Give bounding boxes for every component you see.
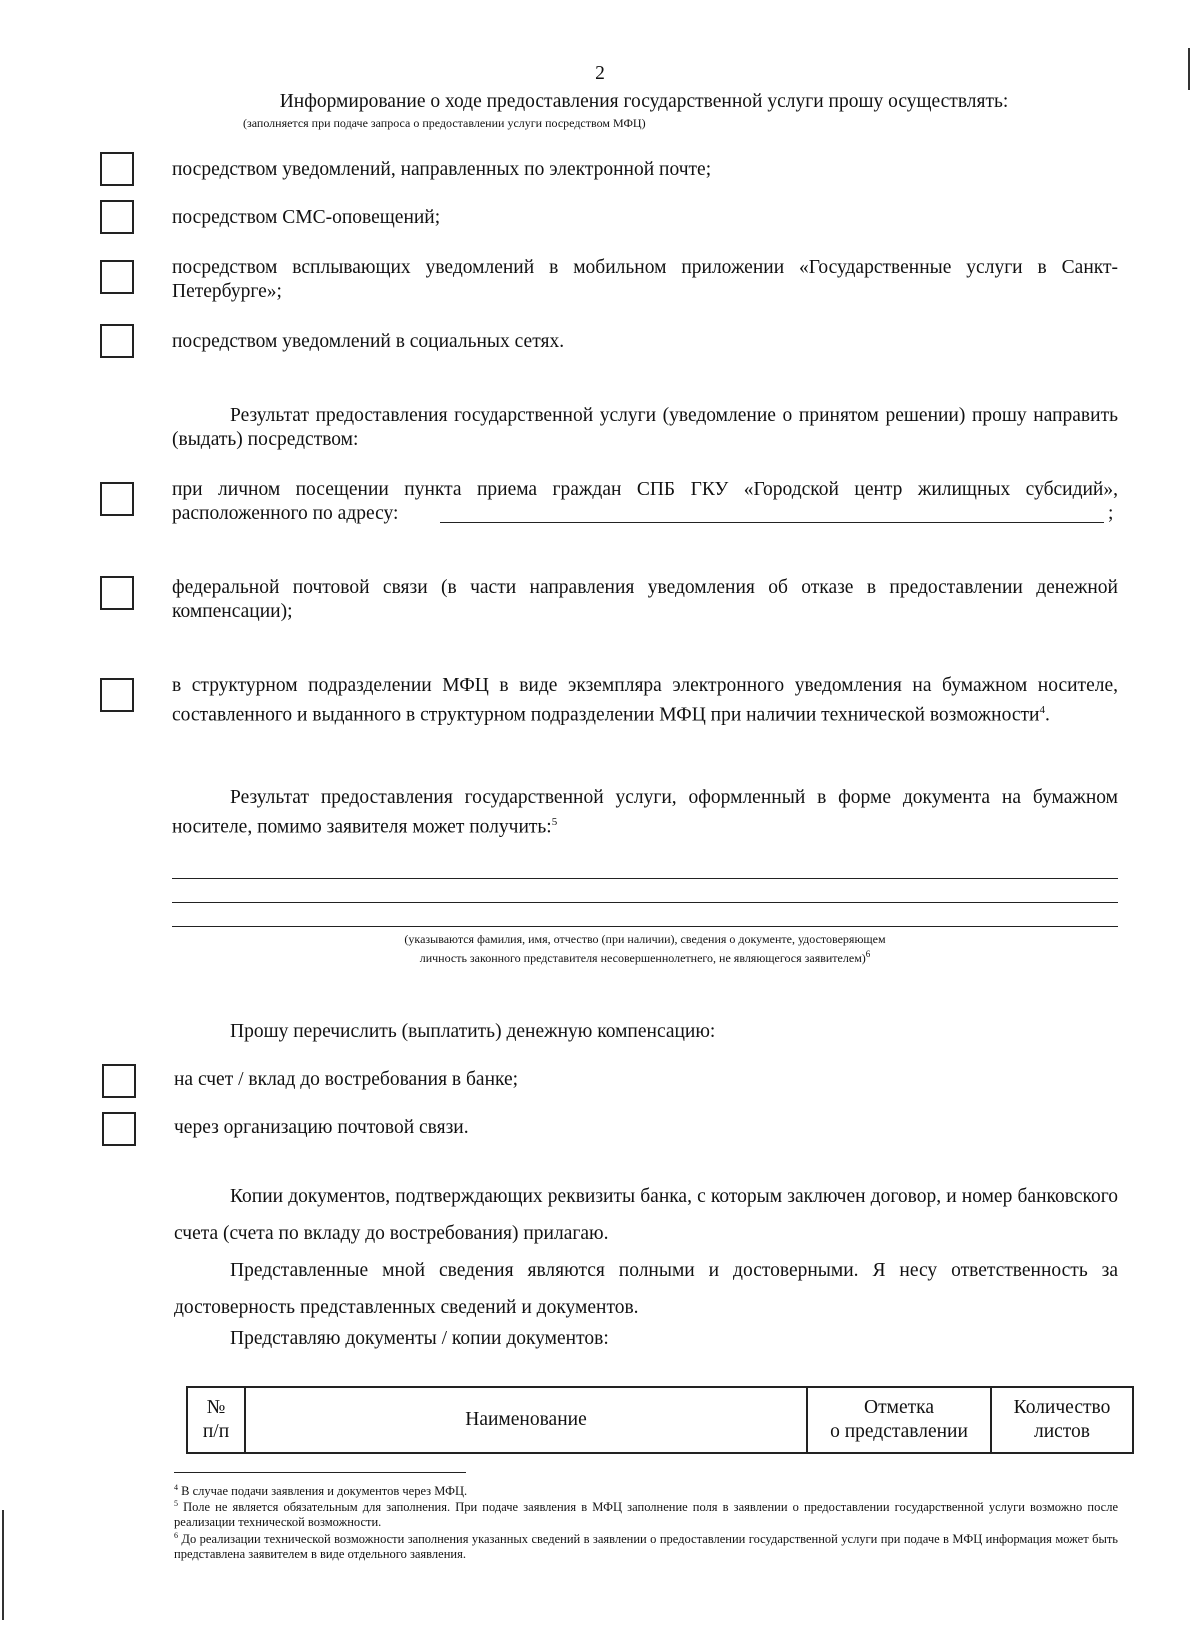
scan-edge-mark-left [2, 1510, 4, 1620]
inform-heading: Информирование о ходе предоставления государственной услуги прошу осуществлять: [279, 91, 1009, 112]
payment-heading: Прошу перечислить (выплатить) денежную компенсацию: [230, 1021, 716, 1042]
checkbox-mobile-app[interactable] [100, 260, 134, 294]
address-field[interactable] [440, 522, 1104, 523]
paper-result-heading [172, 786, 1118, 840]
option-post: федеральной почтовой связи (в части направления уведомления об отказе в предоставлении денежной компенсации); [172, 577, 1118, 622]
checkbox-email[interactable] [100, 152, 134, 186]
footnote-5-text: Поле не является обязательным для заполнения. При подаче заявления в МФЦ заполнение поля в заявлении о предоставлении государственной услуги возможно после реализации технической возможности. [174, 1500, 1118, 1530]
footnote-6-text: До реализации технической возможности заполнения указанных сведений в заявлении о предоставлении государственной услуги при подаче в МФЦ информация может быть представлена заявителем в виде отдельного заявления. [174, 1532, 1119, 1562]
bank-copies-statement: Копии документов, подтверждающих реквизиты банка, с которым заключен договор, и номер банковского счета (счета по вкладу до востребования) прилагаю. [174, 1186, 1118, 1244]
checkbox-mfc[interactable] [100, 678, 134, 712]
footnote-4-mark: 4 [174, 1483, 178, 1492]
representative-field-line-1[interactable] [172, 878, 1118, 879]
footnote-6-mark: 6 [174, 1531, 178, 1540]
checkbox-personal-visit[interactable] [100, 482, 134, 516]
option-mfc-end: . [1044, 704, 1050, 726]
representative-caption-line-1: (указываются фамилия, имя, отчество (при наличии), сведения о документе, удостоверяющем [404, 932, 886, 946]
footnote-ref-4: 4 [1039, 704, 1045, 716]
header-count [991, 1387, 1133, 1453]
header-mark-line1: Отметка [864, 1397, 934, 1418]
representative-caption-line-2 [172, 947, 1118, 965]
option-mfc-text: в структурном подразделении МФЦ в виде экземпляра электронного уведомления на бумажном носителе, составленного и выданного в структурном подразделении МФЦ при наличии технической возможности [172, 675, 1118, 726]
option-mobile-app: посредством всплывающих уведомлений в мобильном приложении «Государственные услуги в Санкт-Петербурге»; [172, 257, 1118, 302]
header-number-line1: № [206, 1397, 226, 1418]
option-mfc [172, 674, 1118, 728]
representative-field-line-3[interactable] [172, 926, 1118, 927]
responsibility-statement: Представленные мной сведения являются полными и достоверными. Я несу ответственность за достоверность представленных сведений и документов. [174, 1260, 1118, 1318]
documents-table [186, 1386, 1134, 1454]
header-number-line2: п/п [202, 1421, 230, 1442]
result-delivery-heading: Результат предоставления государственной услуги (уведомление о принятом решении) прошу направить (выдать) посредством: [172, 405, 1118, 450]
footnote-ref-5: 5 [551, 816, 558, 828]
representative-caption-text: личность законного представителя несовершеннолетнего, не являющегося заявителем) [419, 951, 866, 965]
option-personal-visit: при личном посещении пункта приема граждан СПБ ГКУ «Городской центр жилищных субсидий», [172, 479, 1118, 500]
option-social: посредством уведомлений в социальных сетях. [172, 331, 565, 352]
option-bank: на счет / вклад до востребования в банке; [174, 1069, 519, 1090]
paper-result-heading-text: Результат предоставления государственной услуги, оформленный в форме документа на бумажном носителе, помимо заявителя может получить: [172, 787, 1118, 838]
checkbox-sms[interactable] [100, 200, 134, 234]
checkbox-post[interactable] [100, 576, 134, 610]
header-count-line2: листов [1033, 1421, 1091, 1442]
header-name [245, 1387, 807, 1453]
header-number [187, 1387, 245, 1453]
checkbox-post-payment[interactable] [102, 1112, 136, 1146]
checkbox-bank[interactable] [102, 1064, 136, 1098]
representative-field-line-2[interactable] [172, 902, 1118, 903]
footnote-ref-6: 6 [865, 949, 871, 959]
footnote-5 [174, 1496, 1118, 1530]
header-mark [807, 1387, 991, 1453]
header-count-line1: Количество [1013, 1397, 1111, 1418]
table-header-row [187, 1387, 1133, 1453]
inform-note: (заполняется при подаче запроса о предоставлении услуги посредством МФЦ) [243, 116, 646, 130]
footnote-separator [174, 1472, 466, 1473]
page-number: 2 [595, 63, 605, 84]
checkbox-social[interactable] [100, 324, 134, 358]
header-mark-line2: о представлении [830, 1421, 968, 1442]
address-end: ; [1108, 503, 1114, 524]
address-label: расположенного по адресу: [172, 503, 399, 524]
header-name-text: Наименование [465, 1409, 587, 1430]
option-sms: посредством СМС-оповещений; [172, 207, 441, 228]
documents-intro: Представляю документы / копии документов: [230, 1328, 609, 1349]
option-email: посредством уведомлений, направленных по электронной почте; [172, 159, 712, 180]
footnote-4-text: В случае подачи заявления и документов через МФЦ. [181, 1484, 468, 1499]
option-post-payment: через организацию почтовой связи. [174, 1117, 469, 1138]
scan-edge-mark-right [1188, 48, 1190, 90]
footnote-5-mark: 5 [174, 1499, 178, 1508]
footnote-6 [174, 1528, 1118, 1562]
